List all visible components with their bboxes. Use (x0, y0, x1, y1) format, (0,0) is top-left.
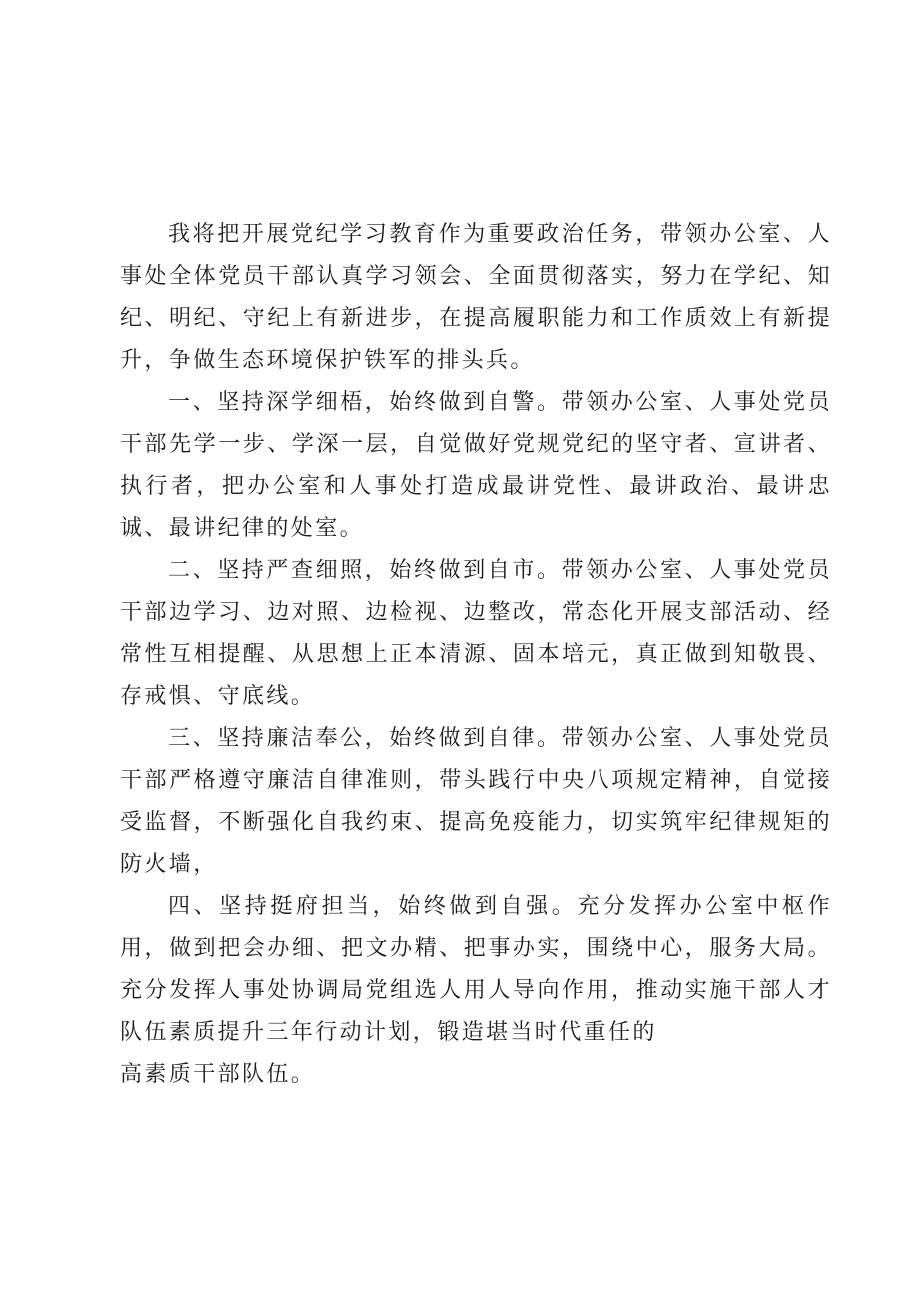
intro-paragraph: 我将把开展党纪学习教育作为重要政治任务，带领办公室、人事处全体党员干部认真学习领会、全面贯彻落实，努力在学纪、知纪、明纪、守纪上有新进步，在提高履职能力和工作质效上有新提升，争做生态环境保护铁军的排头兵。 (120, 222, 832, 373)
point-one-paragraph: 一、坚持深学细梧，始终做到自警。带领办公室、人事处党员干部先学一步、学深一层，自觉做好党规党纪的坚守者、宣讲者、执行者，把办公室和人事处打造成最讲党性、最讲政治、最讲忠诚、最讲纪律的处室。 (120, 390, 832, 541)
point-three-paragraph: 三、坚持廉洁奉公，始终做到自律。带领办公室、人事处党员干部严格遵守廉洁自律准则，带头践行中央八项规定精神，自觉接受监督，不断强化自我约束、提高免疫能力，切实筑牢纪律规矩的防火墙， (120, 726, 832, 877)
document-body (120, 214, 832, 1096)
point-four-paragraph: 四、坚持挺府担当，始终做到自强。充分发挥办公室中枢作用，做到把会办细、把文办精、把事办实，围绕中心，服务大局。充分发挥人事处协调局党组选人用人导向作用，推动实施干部人才队伍素质提升三年行动计划，锻造堪当时代重任的 (120, 894, 832, 1045)
point-two-paragraph: 二、坚持严查细照，始终做到自市。带领办公室、人事处党员干部边学习、边对照、边检视、边整改，常态化开展支部活动、经常性互相提醒、从思想上正本清源、固本培元，真正做到知敬畏、存戒惧、守底线。 (120, 558, 832, 709)
closing-line: 高素质干部队伍。 (120, 1062, 316, 1087)
